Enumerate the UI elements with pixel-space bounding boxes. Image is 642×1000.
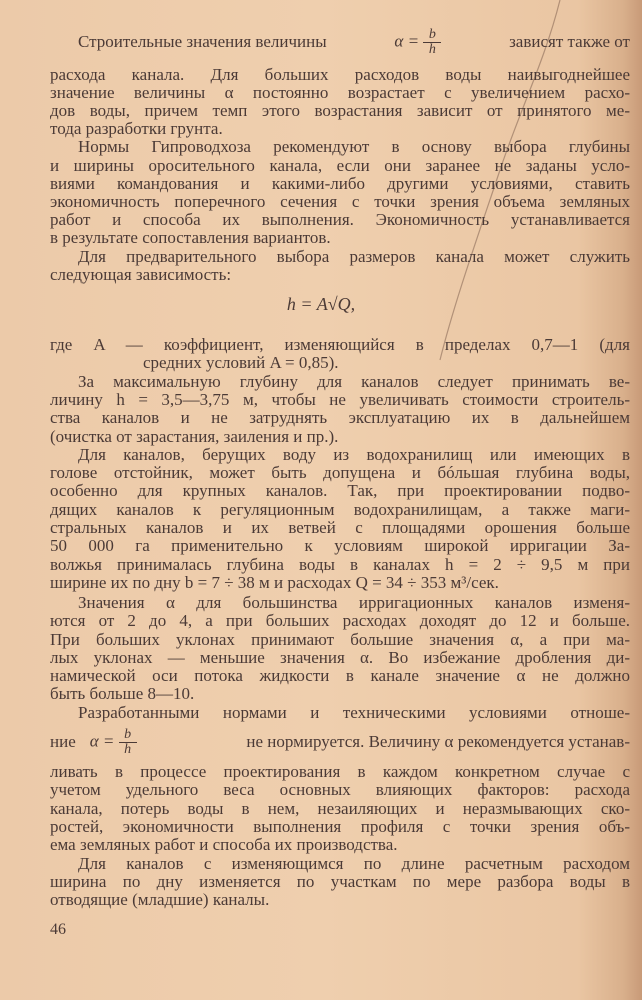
text-line: При больших уклонах принимают большие значения α, а при ма-: [50, 630, 630, 649]
denominator: h: [428, 41, 436, 57]
text-line: Значения α для большинства ирригационных каналов изменя-: [78, 593, 630, 612]
text-line: личину h = 3,5—3,75 м, чтобы не увеличивать стоимости строитель-: [50, 390, 630, 409]
text-line: быть больше 8—10.: [50, 684, 195, 703]
formula-depth: h = A√Q,: [286, 294, 356, 314]
line-text: зависят также от: [509, 32, 630, 51]
text-line: голове отстойник, может быть допущена и бóльшая глубина воды,: [50, 463, 630, 482]
text-line: [78, 26, 630, 57]
page-number: 46: [50, 921, 66, 938]
text-line: дящих каналов к регуляционным водохранилищам, а также маги-: [50, 500, 630, 519]
text-line: следующая зависимость:: [50, 265, 232, 284]
text-line: (очистка от зарастания, заиления и пр.).: [50, 427, 339, 446]
alpha-ratio-formula: [90, 728, 137, 757]
fraction: [423, 28, 441, 57]
text-line: [50, 726, 630, 757]
text-line: экономичность поперечного сечения с точки зрения объема земляных: [50, 192, 630, 211]
text-line: отводящие (младшие) каналы.: [50, 890, 270, 909]
text-line: средних условий A = 0,85).: [143, 353, 339, 372]
alpha-symbol: α =: [89, 730, 115, 750]
text-line: Нормы Гипроводхоза рекомендуют в основу выбора глубины: [78, 137, 630, 156]
numerator: b: [428, 26, 436, 42]
text-line: дов воды, причем темп этого возрастания зависит от принятого ме-: [50, 101, 630, 120]
text-line: канала, потерь воды в нем, незаиляющих и неразмывающих ско-: [50, 799, 630, 818]
text-line: ширине их по дну b = 7 ÷ 38 м и расходах Q = 34 ÷ 353 м³/сек.: [50, 573, 499, 592]
line-text: не нормируется. Величину α рекомендуется устанав-: [246, 732, 630, 751]
text-line: расхода канала. Для больших расходов воды наивыгоднейшее: [50, 65, 630, 84]
text-line: Для предварительного выбора размеров канала может служить: [78, 247, 630, 266]
text-line: значение величины α постоянно возрастает с увеличением расхо-: [50, 83, 630, 102]
alpha-symbol: α =: [394, 30, 420, 50]
text-line: где A — коэффициент, изменяющийся в пределах 0,7—1 (для: [50, 335, 630, 354]
text-line: виями командования и какими-либо другими условиями, ставить: [50, 174, 630, 193]
text-line: особенно для крупных каналов. Так, при проектировании подво-: [50, 481, 630, 500]
text-line: ства каналов и не затруднять эксплуатацию их в дальнейшем: [50, 408, 630, 427]
text-line: ема земляных работ и способа их производства.: [50, 835, 398, 854]
text-line: Разработанными нормами и техническими условиями отноше-: [78, 703, 630, 722]
text-line: и ширины оросительного канала, если они заранее не заданы усло-: [50, 156, 630, 175]
text-line: лых уклонах — меньшие значения α. Во избежание дробления ди-: [50, 648, 630, 667]
alpha-ratio-formula: [394, 28, 441, 57]
text-line: работ и способа их выполнения. Экономичность устанавливается: [50, 210, 630, 229]
text-line: учетом удельного веса основных влияющих факторов: расхода: [50, 780, 630, 799]
fraction: [119, 728, 137, 757]
text-line: ются от 2 до 4, а при больших расходах доходят до 12 и больше.: [50, 611, 630, 630]
text-line: За максимальную глубину для каналов следует принимать ве-: [78, 372, 630, 391]
text-line: 50 000 га применительно к условиям широкой ирригации За-: [50, 536, 630, 555]
text-line: стральных каналов и их ветвей с площадями орошения больше: [50, 518, 630, 537]
text-line: в результате сопоставления вариантов.: [50, 228, 331, 247]
line-text: Строительные значения величины: [78, 32, 327, 51]
numerator: b: [124, 726, 132, 742]
text-line: волжья принималась глубина воды в каналах h = 2 ÷ 9,5 м при: [50, 555, 630, 574]
line-text: ние: [50, 732, 76, 751]
text-line: тода разработки грунта.: [50, 119, 223, 138]
text-line: ливать в процессе проектирования в каждом конкретном случае с: [50, 762, 630, 781]
text-line: Для каналов с изменяющимся по длине расчетным расходом: [78, 854, 630, 873]
text-line: Для каналов, берущих воду из водохранилищ или имеющих в: [78, 445, 630, 464]
text-line: ширина по дну изменяется по участкам по мере разбора воды в: [50, 872, 630, 891]
text-line: ростей, экономичности выполнения профиля с точки зрения объ-: [50, 817, 630, 836]
text-line: намической оси потока жидкости в канале значение α не должно: [50, 666, 630, 685]
denominator: h: [124, 741, 132, 757]
